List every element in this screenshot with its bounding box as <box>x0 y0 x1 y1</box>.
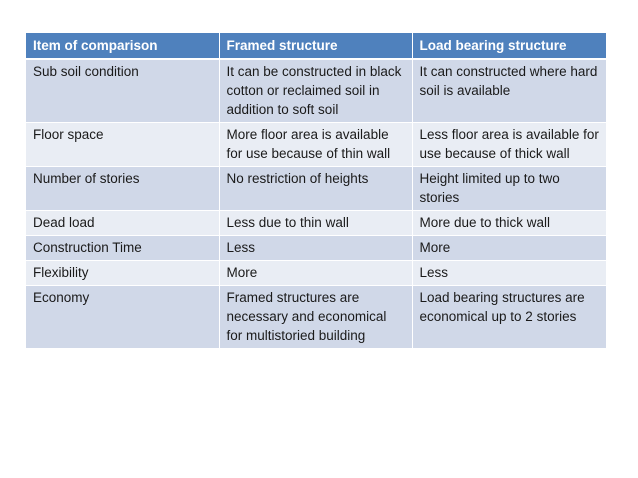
row-item: Dead load <box>26 211 219 236</box>
row-load-bearing: It can constructed where hard soil is available <box>412 59 606 123</box>
row-load-bearing: Less floor area is available for use because of thick wall <box>412 123 606 167</box>
row-item: Construction Time <box>26 236 219 261</box>
table-row <box>26 261 606 286</box>
row-load-bearing: More <box>412 236 606 261</box>
row-load-bearing: Load bearing structures are economical up to 2 stories <box>412 286 606 349</box>
table-row <box>26 123 606 167</box>
row-item: Flexibility <box>26 261 219 286</box>
row-framed: More <box>219 261 412 286</box>
row-framed: No restriction of heights <box>219 167 412 211</box>
row-item: Sub soil condition <box>26 59 219 123</box>
header-item-of-comparison: Item of comparison <box>26 33 219 59</box>
table-row <box>26 167 606 211</box>
row-framed: Less <box>219 236 412 261</box>
row-item: Floor space <box>26 123 219 167</box>
row-item: Number of stories <box>26 167 219 211</box>
row-framed: Framed structures are necessary and economical for multistoried building <box>219 286 412 349</box>
row-framed: Less due to thin wall <box>219 211 412 236</box>
row-framed: More floor area is available for use because of thin wall <box>219 123 412 167</box>
comparison-table <box>26 33 606 349</box>
row-load-bearing: More due to thick wall <box>412 211 606 236</box>
row-item: Economy <box>26 286 219 349</box>
row-load-bearing: Height limited up to two stories <box>412 167 606 211</box>
row-load-bearing: Less <box>412 261 606 286</box>
header-load-bearing-structure: Load bearing structure <box>412 33 606 59</box>
table-row <box>26 59 606 123</box>
row-framed: It can be constructed in black cotton or reclaimed soil in addition to soft soil <box>219 59 412 123</box>
header-framed-structure: Framed structure <box>219 33 412 59</box>
table-row <box>26 286 606 349</box>
table-row <box>26 211 606 236</box>
table-row <box>26 236 606 261</box>
table-header-row <box>26 33 606 59</box>
